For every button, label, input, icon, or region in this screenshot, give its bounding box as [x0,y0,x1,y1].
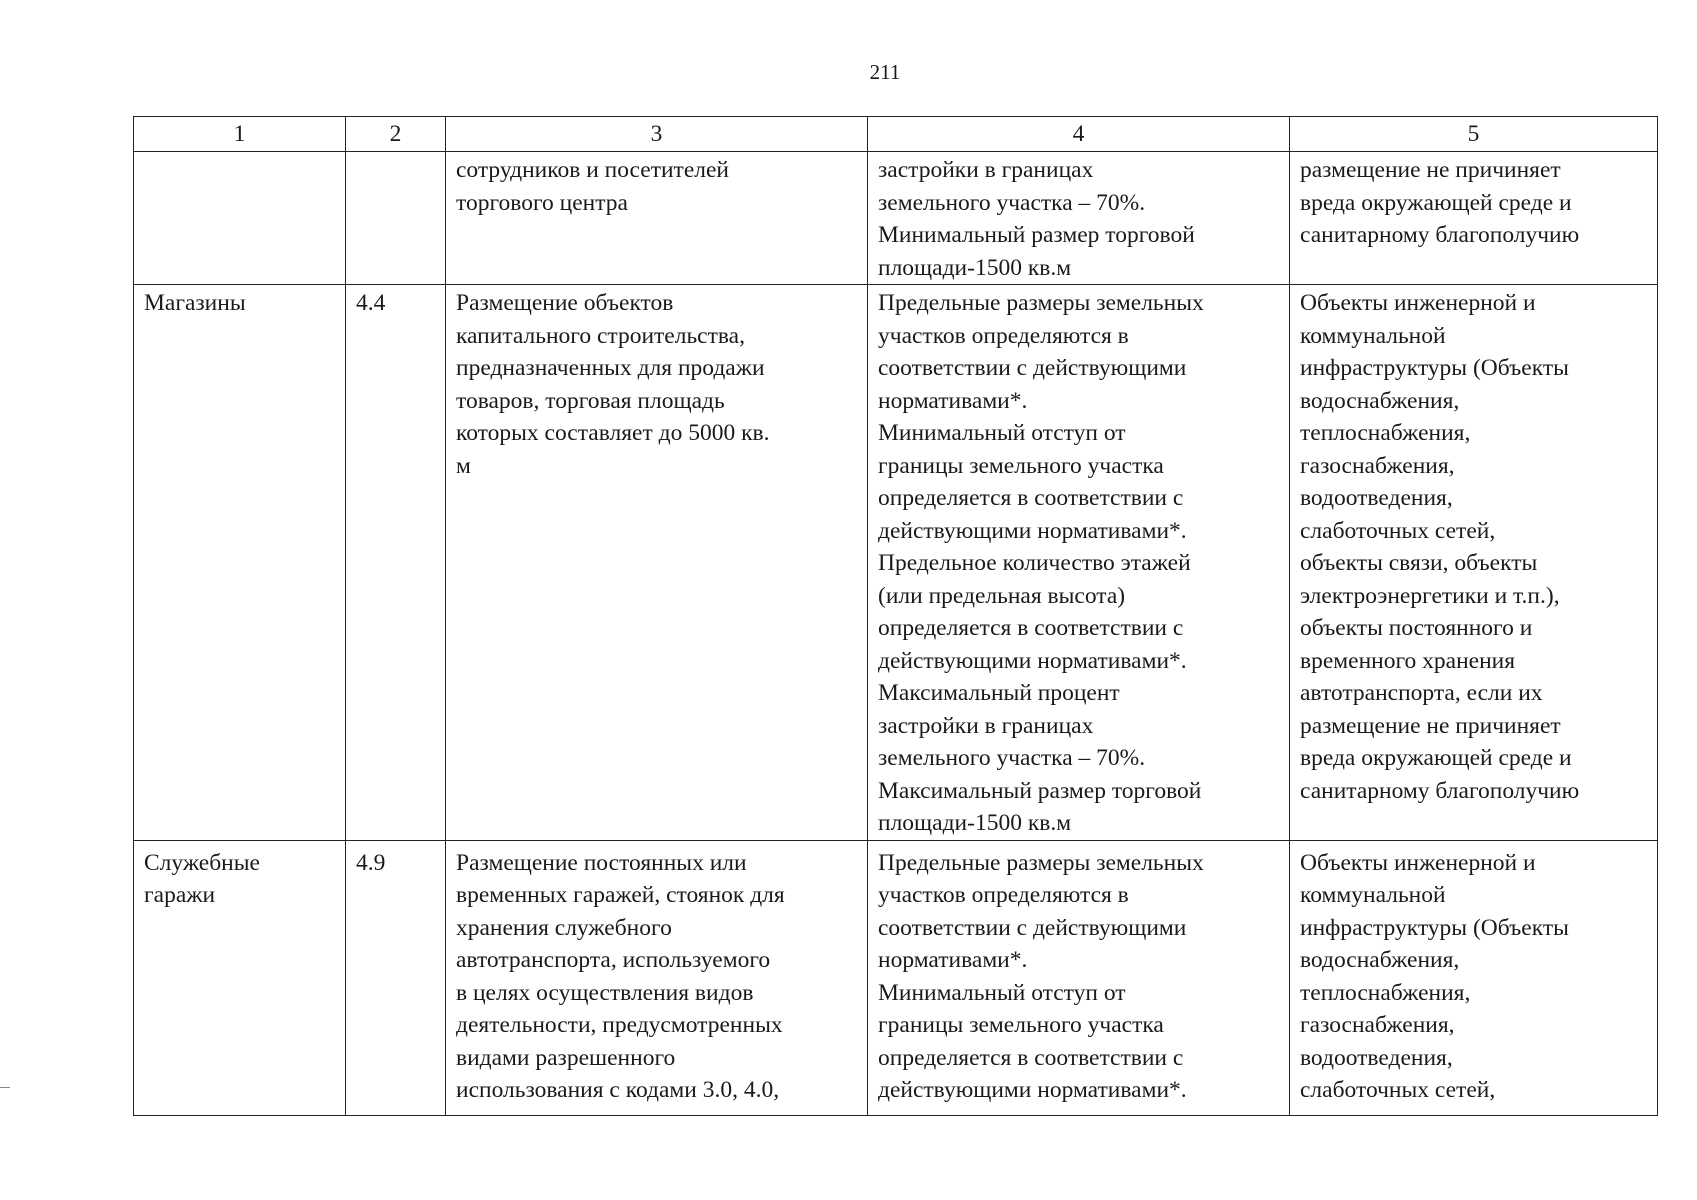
cell-text-line: границы земельного участка [878,1012,1164,1038]
conditions-cell [1290,840,1658,1115]
cell-text-line: деятельности, предусмотренных [456,1012,783,1038]
cell-text-line: объекты связи, объекты [1300,550,1538,576]
land-use-table [133,116,1658,1116]
cell-text-line: водоотведения, [1300,485,1453,511]
cell-text-line: теплоснабжения, [1300,420,1471,446]
cell-text-line: предназначенных для продажи [456,355,765,381]
cell-text-line: автотранспорта, используемого [456,947,771,973]
cell-text-line: земельного участка – 70%. [878,745,1146,771]
cell-text-line: санитарному благополучию [1300,777,1580,804]
cell-text-line: границы земельного участка [878,452,1164,479]
cell-text-line: коммунальной [1300,882,1446,908]
cell-text-line: гаражи [144,882,216,908]
use-name-cell [134,840,346,1115]
cell-text-line: застройки в границах [878,157,1094,183]
use-code-cell [346,840,446,1115]
cell-text-line: временного хранения [1300,647,1516,674]
cell-text-line: определяется в соответствии с [878,1044,1184,1071]
cell-text-line: хранения служебного [456,914,672,941]
cell-text-line: вреда окружающей среде и [1300,745,1572,771]
header-row [134,117,1658,152]
cell-text-line: нормативами*. [878,947,1028,973]
cell-text-line: коммунальной [1300,322,1446,349]
use-name-cell [134,152,346,285]
cell-text-line: которых составляет до 5000 кв. [456,420,770,446]
use-description-cell [446,840,868,1115]
cell-text-line: слаботочных сетей, [1300,517,1496,544]
cell-text-line: Минимальный отступ от [878,979,1126,1006]
cell-text-line: определяется в соответствии с [878,485,1184,511]
use-description-cell [446,285,868,841]
cell-text-line: сотрудников и посетителей [456,157,729,183]
cell-text-line: (или предельная высота) [878,582,1126,609]
column-header-2: 2 [346,117,446,152]
cell-text-line: торгового центра [456,189,628,216]
cell-text-line: водоотведения, [1300,1044,1453,1071]
cell-text-line: Размещение постоянных или [456,849,747,876]
cell-text-line: Магазины [144,290,246,316]
parameters-cell [868,285,1290,841]
cell-text-line: теплоснабжения, [1300,979,1471,1006]
conditions-cell [1290,152,1658,285]
cell-text-line: Предельные размеры земельных [878,290,1204,316]
cell-text-line: Максимальный процент [878,680,1120,706]
conditions-cell [1290,285,1658,841]
cell-text-line: Максимальный размер торговой [878,777,1202,804]
cell-text-line: видами разрешенного [456,1044,676,1071]
cell-text-line: участков определяются в [878,882,1129,908]
cell-text-line: капитального строительства, [456,322,745,349]
cell-text-line: нормативами*. [878,387,1028,414]
cell-text-line: соответствии с действующими [878,914,1187,941]
cell-text-line: инфраструктуры (Объекты [1300,914,1569,941]
table-row [134,285,1658,841]
cell-text-line: действующими нормативами*. [878,647,1187,674]
cell-text-line: 4.4 [356,290,386,316]
cell-text-line: водоснабжения, [1300,387,1460,414]
cell-text-line: размещение не причиняет [1300,157,1561,183]
use-code-cell [346,152,446,285]
cell-text-line: Минимальный размер торговой [878,222,1195,248]
table-row [134,840,1658,1115]
cell-text-line: размещение не причиняет [1300,712,1561,739]
cell-text-line: м [456,452,471,479]
cell-text-line: 4.9 [356,849,386,876]
column-header-5: 5 [1290,117,1658,152]
cell-text-line: Объекты инженерной и [1300,290,1536,316]
cell-text-line: временных гаражей, стоянок для [456,882,785,908]
column-header-3: 3 [446,117,868,152]
cell-text-line: действующими нормативами*. [878,517,1187,544]
column-header-4: 4 [868,117,1290,152]
cell-text-line: участков определяются в [878,322,1129,349]
cell-text-line: Служебные [144,849,260,876]
cell-text-line: Предельные размеры земельных [878,849,1204,876]
cell-text-line: Объекты инженерной и [1300,849,1536,876]
cell-text-line: водоснабжения, [1300,947,1460,973]
use-description-cell [446,152,868,285]
cell-text-line: объекты постоянного и [1300,615,1533,641]
cell-text-line: соответствии с действующими [878,355,1187,381]
cell-text-line: Минимальный отступ от [878,420,1126,446]
cell-text-line: электроэнергетики и т.п.), [1300,582,1560,609]
use-code-cell [346,285,446,841]
edge-mark [0,1087,10,1088]
cell-text-line: застройки в границах [878,712,1094,739]
table-row [134,152,1658,285]
cell-text-line: земельного участка – 70%. [878,189,1146,216]
use-name-cell [134,285,346,841]
cell-text-line: инфраструктуры (Объекты [1300,355,1569,381]
cell-text-line: Предельное количество этажей [878,550,1191,576]
parameters-cell [868,152,1290,285]
cell-text-line: использования с кодами 3.0, 4.0, [456,1077,780,1103]
cell-text-line: вреда окружающей среде и [1300,189,1572,216]
cell-text-line: действующими нормативами*. [878,1077,1187,1103]
cell-text-line: Размещение объектов [456,290,674,316]
cell-text-line: газоснабжения, [1300,452,1455,479]
cell-text-line: газоснабжения, [1300,1012,1455,1038]
cell-text-line: площади-1500 кв.м [878,254,1072,281]
cell-text-line: площади-1500 кв.м [878,810,1072,836]
cell-text-line: санитарному благополучию [1300,222,1580,248]
cell-text-line: автотранспорта, если их [1300,680,1543,706]
cell-text-line: в целях осуществления видов [456,979,754,1006]
page-number: 211 [869,60,901,84]
column-header-1: 1 [134,117,346,152]
parameters-cell [868,840,1290,1115]
cell-text-line: определяется в соответствии с [878,615,1184,641]
cell-text-line: слаботочных сетей, [1300,1077,1496,1103]
cell-text-line: товаров, торговая площадь [456,387,725,414]
